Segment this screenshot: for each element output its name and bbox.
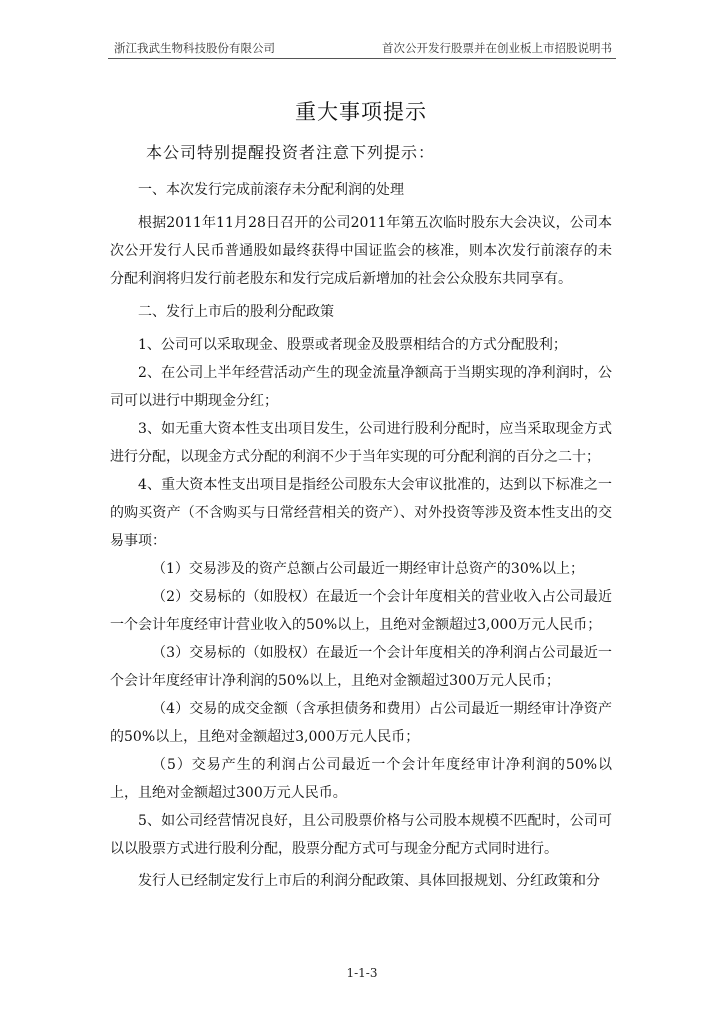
policy-item-4: 4、重大资本性支出项目是指经公司股东大会审议批准的，达到以下标准之一的购买资产（不含购买与日常经营相关的资产）、对外投资等涉及资本性支出的交易事项： <box>110 477 612 549</box>
page-title: 重大事项提示 <box>295 100 427 124</box>
policy-item-1: 1、公司可以采取现金、股票或者现金及股票相结合的方式分配股利； <box>138 337 567 353</box>
section-2-heading: 二、发行上市后的股利分配政策 <box>138 304 334 320</box>
policy-item-3: 3、如无重大资本性支出项目发生，公司进行股利分配时，应当采取现金方式进行分配，以现金方式分配的利润不少于当年实现的可分配利润的百分之二十； <box>110 421 612 465</box>
page-number: 1-1-3 <box>346 966 378 980</box>
header-company-name: 浙江我武生物科技股份有限公司 <box>114 41 275 55</box>
criteria-item-5: （5）交易产生的利润占公司最近一个会计年度经审计净利润的50%以上，且绝对金额超过300万元人民币。 <box>110 757 612 801</box>
section-1-heading: 一、本次发行完成前滚存未分配利润的处理 <box>138 182 404 198</box>
page-header <box>108 38 616 58</box>
closing-paragraph: 发行人已经制定发行上市后的利润分配政策、具体回报规划、分红政策和分 <box>138 873 600 889</box>
header-divider <box>108 58 616 59</box>
page-body <box>110 96 612 895</box>
policy-item-5: 5、如公司经营情况良好，且公司股票价格与公司股本规模不匹配时，公司可以以股票方式进行股利分配，股票分配方式可与现金分配方式同时进行。 <box>110 813 612 857</box>
page-subtitle: 本公司特别提醒投资者注意下列提示： <box>146 143 436 162</box>
header-document-title: 首次公开发行股票并在创业板上市招股说明书 <box>382 41 612 55</box>
criteria-item-4: （4）交易的成交金额（含承担债务和费用）占公司最近一期经审计净资产的50%以上，且绝对金额超过3,000万元人民币； <box>110 701 612 745</box>
criteria-item-1: （1）交易涉及的资产总额占公司最近一期经审计总资产的30%以上； <box>152 561 585 577</box>
policy-item-2: 2、在公司上半年经营活动产生的现金流量净额高于当期实现的净利润时，公司可以进行中期现金分红； <box>110 365 612 409</box>
section-1-body: 根据2011年11月28日召开的公司2011年第五次临时股东大会决议，公司本次公开发行人民币普通股如最终获得中国证监会的核准，则本次发行前滚存的未分配利润将归发行前老股东和发行完成后新增加的社会公众股东共同享有。 <box>110 215 612 287</box>
criteria-item-3: （3）交易标的（如股权）在最近一个会计年度相关的净利润占公司最近一个会计年度经审计净利润的50%以上，且绝对金额超过300万元人民币； <box>110 645 612 689</box>
criteria-item-2: （2）交易标的（如股权）在最近一个会计年度相关的营业收入占公司最近一个会计年度经审计营业收入的50%以上，且绝对金额超过3,000万元人民币； <box>110 589 612 633</box>
